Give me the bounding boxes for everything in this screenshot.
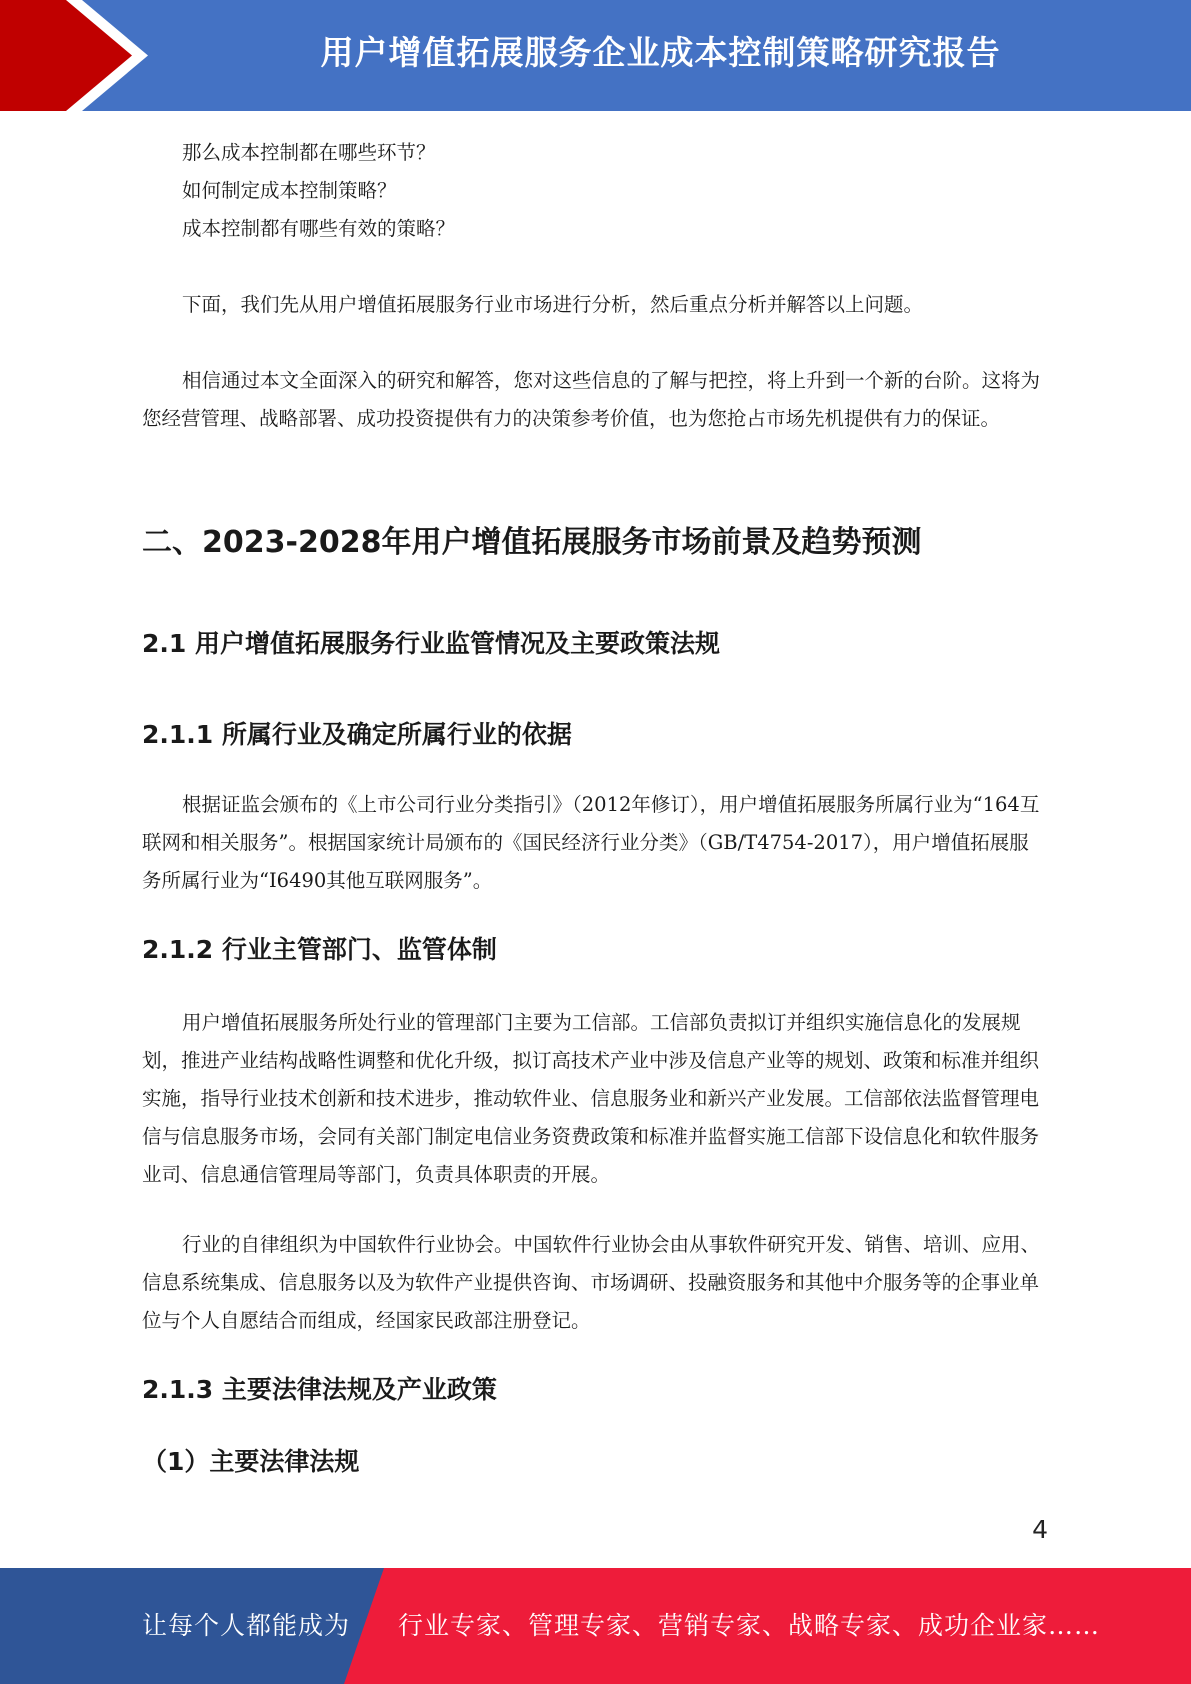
report-title: 用户增值拓展服务企业成本控制策略研究报告	[320, 33, 1001, 72]
section-2-1-3-heading: 2.1.3 主要法律法规及产业政策	[142, 1375, 497, 1404]
question-1: 那么成本控制都在哪些环节？	[182, 141, 436, 164]
section-2-1-2-text-2: 行业的自律组织为中国软件行业协会。中国软件行业协会由从事软件研究开发、销售、培训、应用、信息系统集成、信息服务以及为软件产业提供咨询、市场调研、投融资服务和其他中介服务等的企事业单位与个人自愿结合而组成，经国家民政部注册登记。	[142, 1233, 1041, 1332]
footer-slogan-left: 让每个人都能成为	[142, 1611, 351, 1640]
trust-paragraph: 相信通过本文全面深入的研究和解答，您对这些信息的了解与把控，将上升到一个新的台阶。这将为您经营管理、战略部署、成功投资提供有力的决策参考价值，也为您抢占市场先机提供有力的保证。	[142, 369, 1041, 430]
question-2: 如何制定成本控制策略？	[182, 179, 397, 202]
header-arrow-icon	[0, 0, 160, 111]
header-banner	[0, 0, 1191, 111]
section-2-1-heading: 2.1 用户增值拓展服务行业监管情况及主要政策法规	[142, 629, 720, 658]
page-number: 4	[1032, 1515, 1048, 1544]
section-2-1-2-heading: 2.1.2 行业主管部门、监管体制	[142, 935, 497, 964]
section-2-1-1-text: 根据证监会颁布的《上市公司行业分类指引》（2012年修订），用户增值拓展服务所属行业为“164互联网和相关服务”。根据国家统计局颁布的《国民经济行业分类》（GB/T4754-2017），用户增值拓展服务所属行业为“I6490其他互联网服务”。	[142, 793, 1040, 892]
intro-paragraph: 下面，我们先从用户增值拓展服务行业市场进行分析，然后重点分析并解答以上问题。	[182, 293, 924, 316]
footer-banner	[0, 1568, 1191, 1684]
section-2-heading: 二、2023-2028年用户增值拓展服务市场前景及趋势预测	[142, 525, 922, 560]
question-list	[142, 134, 1047, 248]
section-2-1-3-sub1-heading: （1）主要法律法规	[142, 1447, 360, 1476]
section-2-1-1-heading: 2.1.1 所属行业及确定所属行业的依据	[142, 720, 572, 749]
footer-slogan-right: 行业专家、管理专家、营销专家、战略专家、成功企业家……	[398, 1611, 1101, 1640]
section-2-1-2-text-1: 用户增值拓展服务所处行业的管理部门主要为工信部。工信部负责拟订并组织实施信息化的发展规划，推进产业结构战略性调整和优化升级，拟订高技术产业中涉及信息产业等的规划、政策和标准并组织实施，指导行业技术创新和技术进步，推动软件业、信息服务业和新兴产业发展。工信部依法监督管理电信与信息服务市场，会同有关部门制定电信业务资费政策和标准并监督实施工信部下设信息化和软件服务业司、信息通信管理局等部门，负责具体职责的开展。	[142, 1011, 1040, 1186]
question-3: 成本控制都有哪些有效的策略？	[182, 217, 456, 240]
